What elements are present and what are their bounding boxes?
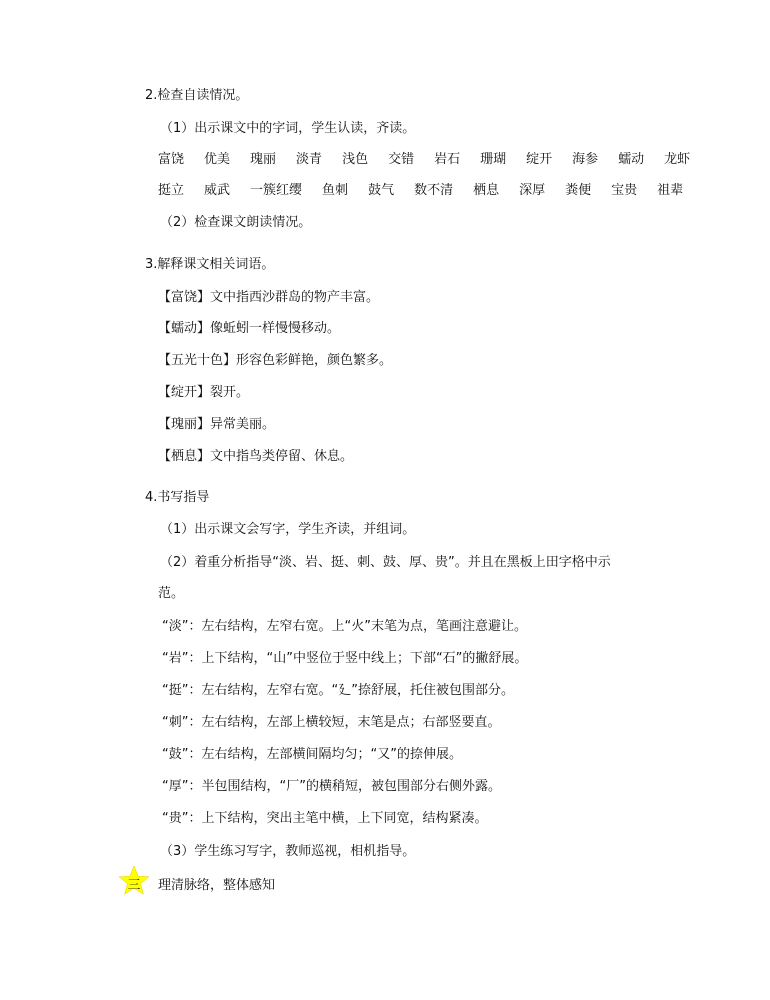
s2-p1: （1）出示课文中的字词，学生认读，齐读。	[160, 121, 416, 136]
word: 深厚	[519, 183, 546, 198]
definition: 【富饶】文中指西沙群岛的物产丰富。	[158, 290, 380, 305]
word: 优美	[204, 152, 231, 167]
word: 珊瑚	[480, 152, 507, 167]
char-guide: “岩”：上下结构，“山”中竖位于竖中线上；下部“石”的撇舒展。	[162, 651, 528, 666]
definition: 【栖息】文中指鸟类停留、休息。	[158, 449, 354, 464]
word: 富饶	[158, 152, 185, 167]
word: 浅色	[342, 152, 369, 167]
word: 数不清	[414, 183, 454, 198]
char-guide: “厚”：半包围结构，“厂”的横稍短，被包围部分右侧外露。	[162, 779, 501, 794]
word: 威武	[204, 183, 231, 198]
word: 岩石	[434, 152, 461, 167]
word: 宝贵	[611, 183, 638, 198]
word-row-2	[158, 183, 703, 199]
char-guide: “鼓”：左右结构，左部横间隔均匀；“又”的捺伸展。	[162, 747, 462, 762]
definition: 【瑰丽】异常美丽。	[158, 417, 276, 432]
s4-p1: （1）出示课文会写字，学生齐读，并组词。	[160, 522, 416, 537]
s4-p2: （2）着重分析指导“淡、岩、挺、刺、鼓、厚、贵”。并且在黑板上田字格中示	[160, 555, 611, 570]
word: 一簇红缨	[250, 183, 303, 198]
char-guide: “贵”：上下结构，突出主笔中横，上下同宽，结构紧凑。	[162, 811, 488, 826]
word: 瑰丽	[250, 152, 277, 167]
s4-p2-cont: 范。	[158, 586, 185, 601]
word: 海参	[572, 152, 599, 167]
word: 淡青	[296, 152, 323, 167]
s3-heading: 3.解释课文相关词语。	[145, 257, 275, 272]
word: 交错	[388, 152, 415, 167]
section-title: 理清脉络，整体感知	[158, 878, 276, 893]
word: 绽开	[526, 152, 553, 167]
s4-p3: （3）学生练习写字，教师巡视，相机指导。	[160, 844, 416, 859]
word: 龙虾	[664, 152, 691, 167]
char-guide: “挺”：左右结构，左窄右宽。“廴”捺舒展，托住被包围部分。	[162, 683, 514, 698]
word: 鼓气	[368, 183, 395, 198]
char-guide: “刺”：左右结构，左部上横较短，末笔是点；右部竖要直。	[162, 715, 501, 730]
s2-p2: （2）检查课文朗读情况。	[160, 215, 312, 230]
word: 栖息	[473, 183, 500, 198]
word: 粪便	[565, 183, 592, 198]
word-row-1	[158, 152, 710, 168]
word: 鱼刺	[322, 183, 349, 198]
word: 挺立	[158, 183, 185, 198]
section-number: 三	[127, 878, 141, 893]
s2-heading: 2.检查自读情况。	[145, 88, 249, 103]
definition: 【五光十色】形容色彩鲜艳，颜色繁多。	[158, 353, 393, 368]
char-guide: “淡”：左右结构，左窄右宽。上“火”末笔为点，笔画注意避让。	[162, 619, 527, 634]
word: 蠕动	[618, 152, 645, 167]
word: 祖辈	[657, 183, 684, 198]
s4-heading: 4.书写指导	[145, 490, 210, 505]
definition: 【绽开】裂开。	[158, 385, 250, 400]
definition: 【蠕动】像蚯蚓一样慢慢移动。	[158, 321, 341, 336]
